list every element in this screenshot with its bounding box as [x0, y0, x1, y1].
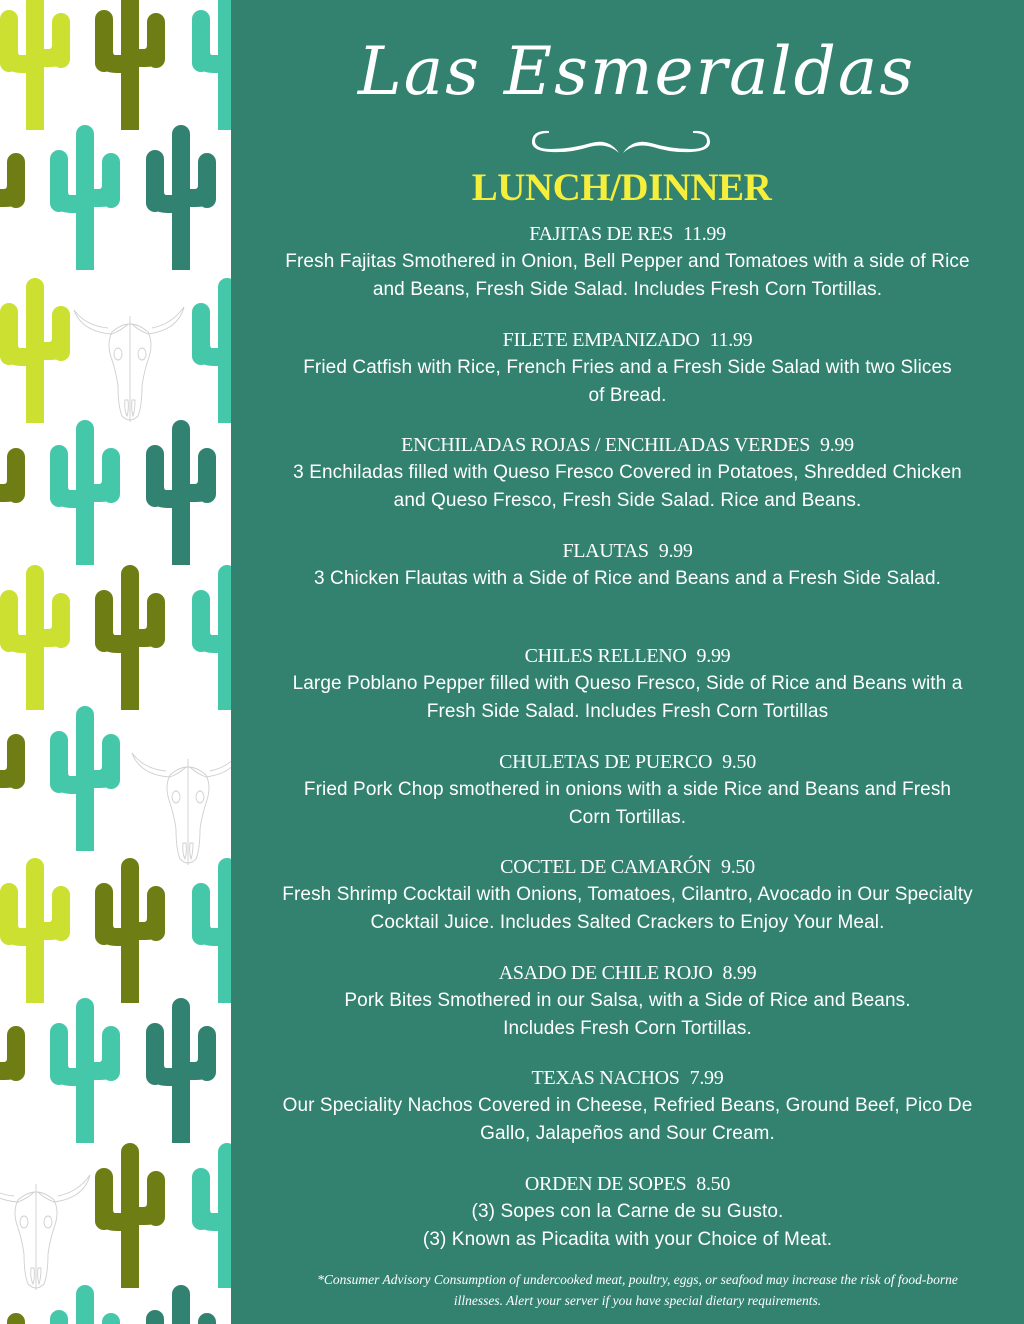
- menu-item: [231, 748, 1024, 854]
- scroll-flourish-icon: [531, 127, 711, 159]
- menu-item-title: [231, 748, 1024, 776]
- menu-item-description: 3 Enchiladas filled with Queso Fresco Covered in Potatoes, Shredded Chicken and Queso Fresco, Fresh Side Salad. Rice and Beans.: [293, 462, 962, 511]
- menu-panel: [231, 0, 1024, 1324]
- menu-item-description: Fresh Shrimp Cocktail with Onions, Tomatoes, Cilantro, Avocado in Our Specialty Cocktail Juice. Includes Salted Crackers to Enjoy Your Meal.: [282, 884, 973, 933]
- menu-item-price: 11.99: [709, 328, 753, 351]
- menu-item: [231, 431, 1024, 537]
- menu-item-title: [231, 853, 1024, 881]
- menu-item-description: Fried Catfish with Rice, French Fries and a Fresh Side Salad with two Slices of Bread.: [303, 356, 952, 406]
- menu-item: [231, 537, 1024, 643]
- menu-item-price: 9.99: [658, 539, 693, 562]
- menu-item-description: Pork Bites Smothered in our Salsa, with a Side of Rice and Beans. Includes Fresh Corn Tortillas.: [344, 989, 911, 1039]
- menu-item: [231, 1170, 1024, 1276]
- menu-item-description: Fresh Fajitas Smothered in Onion, Bell Pepper and Tomatoes with a side of Rice and Beans, Fresh Side Salad. Includes Fresh Corn Tortillas.: [285, 251, 970, 300]
- menu-item-name: COCTEL DE CAMARÓN: [500, 856, 711, 878]
- restaurant-title: Las Esmeraldas: [357, 33, 916, 110]
- menu-item-title: [231, 537, 1024, 565]
- cactus-pattern-icon: [0, 0, 231, 1324]
- section-heading-lunch-dinner: LUNCH/DINNER: [471, 166, 772, 209]
- menu-item-title: [231, 326, 1024, 354]
- consumer-advisory-note: *Consumer Advisory Consumption of undercooked meat, poultry, eggs, or seafood may increase the risk of food-borne illnesses. Alert your server if you have special dietary requirements.: [317, 1272, 958, 1308]
- menu-item-price: 8.99: [722, 961, 757, 984]
- menu-item: [231, 1064, 1024, 1170]
- menu-item-price: 9.50: [722, 750, 756, 773]
- menu-item-title: [231, 959, 1024, 987]
- menu-item-name: ENCHILADAS ROJAS / ENCHILADAS VERDES: [401, 434, 811, 456]
- menu-item-title: [231, 1064, 1024, 1092]
- menu-item-price: 7.99: [689, 1067, 724, 1089]
- menu-item: [231, 642, 1024, 748]
- menu-item: [231, 326, 1024, 432]
- menu-item: [231, 853, 1024, 959]
- menu-item: [231, 220, 1024, 326]
- menu-item-description: Large Poblano Pepper filled with Queso Fresco, Side of Rice and Beans with a Fresh Side Salad. Includes Fresh Corn Tortillas: [292, 673, 963, 722]
- menu-item-description: Our Speciality Nachos Covered in Cheese, Refried Beans, Ground Beef, Pico De Gallo, Jalapeños and Sour Cream.: [282, 1095, 973, 1144]
- menu-item-description: Fried Pork Chop smothered in onions with a side Rice and Beans and Fresh Corn Tortillas.: [303, 778, 952, 828]
- menu-item-name: CHULETAS DE PUERCO: [499, 750, 713, 773]
- menu-item-description-line: (3) Known as Picadita with your Choice of Meat.: [422, 1228, 833, 1250]
- cactus-pattern-strip: [0, 0, 231, 1324]
- menu-item-name: ORDEN DE SOPES: [524, 1172, 687, 1195]
- menu-item: [231, 959, 1024, 1065]
- menu-item-name: FLAUTAS: [562, 539, 649, 562]
- menu-item-name: TEXAS NACHOS: [531, 1067, 680, 1089]
- menu-item-name: ASADO DE CHILE ROJO: [498, 961, 713, 984]
- menu-item-price: 11.99: [683, 223, 726, 245]
- menu-item-description-line: (3) Sopes con la Carne de su Gusto.: [471, 1200, 784, 1222]
- menu-item-name: FILETE EMPANIZADO: [502, 328, 700, 351]
- menu-item-title: [231, 1170, 1024, 1198]
- menu-item-description: 3 Chicken Flautas with a Side of Rice and Beans and a Fresh Side Salad.: [313, 567, 942, 589]
- menu-item-price: 8.50: [696, 1172, 731, 1195]
- menu-item-title: [231, 642, 1024, 670]
- menu-item-price: 9.99: [696, 645, 731, 667]
- menu-item-title: [231, 431, 1024, 459]
- menu-items-list: [231, 220, 1024, 1275]
- menu-item-name: FAJITAS DE RES: [529, 223, 674, 245]
- menu-item-name: CHILES RELLENO: [524, 645, 687, 667]
- menu-item-title: [231, 220, 1024, 248]
- menu-item-price: 9.99: [820, 434, 854, 456]
- menu-item-price: 9.50: [721, 856, 755, 878]
